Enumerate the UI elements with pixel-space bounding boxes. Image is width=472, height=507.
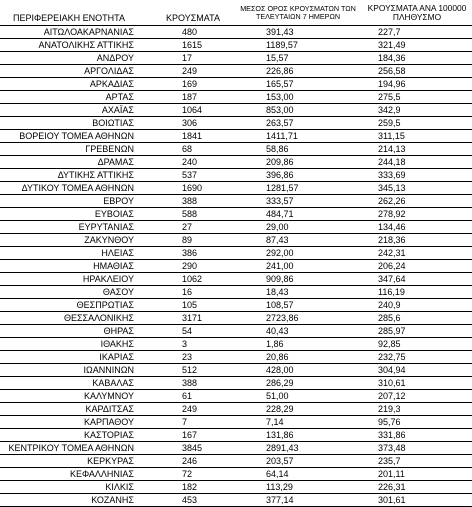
- row-per100k: 206,24: [362, 260, 472, 273]
- table-row: [0, 143, 472, 156]
- row-avg7: 64,14: [234, 468, 362, 481]
- row-per100k: 259,5: [362, 117, 472, 130]
- row-name: ΑΝΔΡΟΥ: [0, 52, 138, 65]
- row-per100k: 235,7: [362, 455, 472, 468]
- row-avg7: 228,29: [234, 403, 362, 416]
- header-row: [0, 0, 472, 26]
- row-per100k: 333,69: [362, 169, 472, 182]
- row-name: ΙΚΑΡΙΑΣ: [0, 351, 138, 364]
- row-per100k: 310,61: [362, 377, 472, 390]
- row-avg7: 377,14: [234, 494, 362, 507]
- row-cases: 249: [138, 403, 234, 416]
- row-name: ΕΥΒΟΙΑΣ: [0, 208, 138, 221]
- row-cases: 72: [138, 468, 234, 481]
- row-avg7: 131,86: [234, 429, 362, 442]
- row-name: ΑΡΓΟΛΙΔΑΣ: [0, 65, 138, 78]
- row-per100k: 184,36: [362, 52, 472, 65]
- row-cases: 3845: [138, 442, 234, 455]
- row-per100k: 92,85: [362, 338, 472, 351]
- row-avg7: 18,43: [234, 286, 362, 299]
- table-row: [0, 416, 472, 429]
- row-per100k: 218,36: [362, 234, 472, 247]
- row-avg7: 153,00: [234, 91, 362, 104]
- row-avg7: 87,43: [234, 234, 362, 247]
- row-per100k: 116,19: [362, 286, 472, 299]
- row-avg7: 20,86: [234, 351, 362, 364]
- row-avg7: 1189,57: [234, 39, 362, 52]
- row-avg7: 40,43: [234, 325, 362, 338]
- row-avg7: 113,29: [234, 481, 362, 494]
- row-cases: 537: [138, 169, 234, 182]
- row-cases: 386: [138, 247, 234, 260]
- row-name: ΑΝΑΤΟΛΙΚΗΣ ΑΤΤΙΚΗΣ: [0, 39, 138, 52]
- row-name: ΖΑΚΥΝΘΟΥ: [0, 234, 138, 247]
- table-row: [0, 351, 472, 364]
- table-row: [0, 312, 472, 325]
- row-per100k: 262,26: [362, 195, 472, 208]
- row-per100k: 278,92: [362, 208, 472, 221]
- row-cases: 588: [138, 208, 234, 221]
- row-cases: 480: [138, 26, 234, 39]
- table-row: [0, 377, 472, 390]
- row-per100k: 201,11: [362, 468, 472, 481]
- table-row: [0, 234, 472, 247]
- row-avg7: 428,00: [234, 364, 362, 377]
- row-per100k: 134,46: [362, 221, 472, 234]
- row-avg7: 241,00: [234, 260, 362, 273]
- row-name: ΚΑΡΠΑΘΟΥ: [0, 416, 138, 429]
- table-row: [0, 182, 472, 195]
- row-per100k: 242,31: [362, 247, 472, 260]
- row-name: ΚΟΖΑΝΗΣ: [0, 494, 138, 507]
- table-row: [0, 481, 472, 494]
- table-row: [0, 208, 472, 221]
- row-cases: 1615: [138, 39, 234, 52]
- row-cases: 249: [138, 65, 234, 78]
- row-cases: 23: [138, 351, 234, 364]
- row-name: ΚΑΣΤΟΡΙΑΣ: [0, 429, 138, 442]
- row-per100k: 207,12: [362, 390, 472, 403]
- row-name: ΚΑΒΑΛΑΣ: [0, 377, 138, 390]
- row-per100k: 345,13: [362, 182, 472, 195]
- row-per100k: 347,64: [362, 273, 472, 286]
- row-cases: 182: [138, 481, 234, 494]
- table-row: [0, 364, 472, 377]
- row-avg7: 1281,57: [234, 182, 362, 195]
- row-per100k: 285,97: [362, 325, 472, 338]
- table-body: [0, 26, 472, 507]
- row-name: ΑΡΚΑΔΙΑΣ: [0, 78, 138, 91]
- table-row: [0, 494, 472, 507]
- row-per100k: 285,6: [362, 312, 472, 325]
- row-name: ΘΗΡΑΣ: [0, 325, 138, 338]
- row-avg7: 209,86: [234, 156, 362, 169]
- table-row: [0, 169, 472, 182]
- row-name: ΑΧΑΪΑΣ: [0, 104, 138, 117]
- row-name: ΙΘΑΚΗΣ: [0, 338, 138, 351]
- row-name: ΘΕΣΣΑΛΟΝΙΚΗΣ: [0, 312, 138, 325]
- table-row: [0, 455, 472, 468]
- row-per100k: 331,86: [362, 429, 472, 442]
- table-row: [0, 156, 472, 169]
- table-row: [0, 195, 472, 208]
- row-name: ΗΡΑΚΛΕΙΟΥ: [0, 273, 138, 286]
- row-avg7: 15,57: [234, 52, 362, 65]
- row-cases: 17: [138, 52, 234, 65]
- row-name: ΙΩΑΝΝΙΝΩΝ: [0, 364, 138, 377]
- row-avg7: 226,86: [234, 65, 362, 78]
- row-avg7: 292,00: [234, 247, 362, 260]
- row-cases: 105: [138, 299, 234, 312]
- row-cases: 54: [138, 325, 234, 338]
- table-row: [0, 117, 472, 130]
- table-row: [0, 286, 472, 299]
- table-row: [0, 429, 472, 442]
- row-per100k: 214,13: [362, 143, 472, 156]
- row-name: ΔΥΤΙΚΟΥ ΤΟΜΕΑ ΑΘΗΝΩΝ: [0, 182, 138, 195]
- table-row: [0, 390, 472, 403]
- row-cases: 388: [138, 195, 234, 208]
- table-row: [0, 39, 472, 52]
- row-cases: 89: [138, 234, 234, 247]
- row-avg7: 484,71: [234, 208, 362, 221]
- row-cases: 187: [138, 91, 234, 104]
- table-row: [0, 338, 472, 351]
- row-cases: 453: [138, 494, 234, 507]
- row-avg7: 333,57: [234, 195, 362, 208]
- row-per100k: 275,5: [362, 91, 472, 104]
- row-name: ΚΕΦΑΛΛΗΝΙΑΣ: [0, 468, 138, 481]
- row-name: ΔΡΑΜΑΣ: [0, 156, 138, 169]
- row-per100k: 301,61: [362, 494, 472, 507]
- row-avg7: 1411,71: [234, 130, 362, 143]
- row-cases: 7: [138, 416, 234, 429]
- row-cases: 27: [138, 221, 234, 234]
- row-name: ΔΥΤΙΚΗΣ ΑΤΤΙΚΗΣ: [0, 169, 138, 182]
- row-name: ΒΟΙΩΤΙΑΣ: [0, 117, 138, 130]
- table-row: [0, 221, 472, 234]
- table-row: [0, 325, 472, 338]
- row-avg7: 29,00: [234, 221, 362, 234]
- row-cases: 3171: [138, 312, 234, 325]
- row-avg7: 203,57: [234, 455, 362, 468]
- row-avg7: 263,57: [234, 117, 362, 130]
- row-name: ΑΙΤΩΛΟΑΚΑΡΝΑΝΙΑΣ: [0, 26, 138, 39]
- row-per100k: 256,58: [362, 65, 472, 78]
- row-cases: 388: [138, 377, 234, 390]
- row-per100k: 244,18: [362, 156, 472, 169]
- row-avg7: 391,43: [234, 26, 362, 39]
- row-per100k: 227,7: [362, 26, 472, 39]
- row-name: ΚΕΝΤΡΙΚΟΥ ΤΟΜΕΑ ΑΘΗΝΩΝ: [0, 442, 138, 455]
- row-cases: 1841: [138, 130, 234, 143]
- row-name: ΒΟΡΕΙΟΥ ΤΟΜΕΑ ΑΘΗΝΩΝ: [0, 130, 138, 143]
- row-avg7: 2891,43: [234, 442, 362, 455]
- table-row: [0, 78, 472, 91]
- row-name: ΓΡΕΒΕΝΩΝ: [0, 143, 138, 156]
- row-per100k: 219,3: [362, 403, 472, 416]
- row-avg7: 108,57: [234, 299, 362, 312]
- row-cases: 1062: [138, 273, 234, 286]
- row-per100k: 240,9: [362, 299, 472, 312]
- row-name: ΗΜΑΘΙΑΣ: [0, 260, 138, 273]
- header-cases: ΚΡΟΥΣΜΑΤΑ: [138, 0, 234, 26]
- row-per100k: 311,15: [362, 130, 472, 143]
- table-row: [0, 273, 472, 286]
- row-avg7: 2723,86: [234, 312, 362, 325]
- row-name: ΘΕΣΠΡΩΤΙΑΣ: [0, 299, 138, 312]
- table-row: [0, 104, 472, 117]
- row-name: ΚΑΡΔΙΤΣΑΣ: [0, 403, 138, 416]
- row-cases: 1064: [138, 104, 234, 117]
- row-cases: 16: [138, 286, 234, 299]
- table-row: [0, 468, 472, 481]
- table-row: [0, 91, 472, 104]
- row-per100k: 304,94: [362, 364, 472, 377]
- row-cases: 512: [138, 364, 234, 377]
- row-name: ΚΕΡΚΥΡΑΣ: [0, 455, 138, 468]
- row-per100k: 373,48: [362, 442, 472, 455]
- row-avg7: 909,86: [234, 273, 362, 286]
- row-avg7: 853,00: [234, 104, 362, 117]
- table-row: [0, 260, 472, 273]
- row-avg7: 51,00: [234, 390, 362, 403]
- table-row: [0, 65, 472, 78]
- header-avg7: ΜΕΣΟΣ ΟΡΟΣ ΚΡΟΥΣΜΑΤΩΝ ΤΩΝ ΤΕΛΕΥΤΑΙΩΝ 7 ΗΜΕΡΩΝ: [234, 0, 362, 26]
- row-name: ΑΡΤΑΣ: [0, 91, 138, 104]
- row-per100k: 342,9: [362, 104, 472, 117]
- row-avg7: 58,86: [234, 143, 362, 156]
- row-cases: 61: [138, 390, 234, 403]
- table-row: [0, 26, 472, 39]
- table-row: [0, 442, 472, 455]
- row-cases: 167: [138, 429, 234, 442]
- row-cases: 68: [138, 143, 234, 156]
- row-cases: 246: [138, 455, 234, 468]
- table-row: [0, 52, 472, 65]
- row-cases: 169: [138, 78, 234, 91]
- row-cases: 3: [138, 338, 234, 351]
- row-per100k: 232,75: [362, 351, 472, 364]
- row-per100k: 95,76: [362, 416, 472, 429]
- row-name: ΚΑΛΥΜΝΟΥ: [0, 390, 138, 403]
- row-avg7: 165,57: [234, 78, 362, 91]
- row-per100k: 321,49: [362, 39, 472, 52]
- row-avg7: 1,86: [234, 338, 362, 351]
- row-name: ΗΛΕΙΑΣ: [0, 247, 138, 260]
- table-row: [0, 299, 472, 312]
- row-cases: 240: [138, 156, 234, 169]
- row-name: ΘΑΣΟΥ: [0, 286, 138, 299]
- row-per100k: 194,96: [362, 78, 472, 91]
- row-cases: 290: [138, 260, 234, 273]
- row-name: ΕΥΡΥΤΑΝΙΑΣ: [0, 221, 138, 234]
- row-avg7: 396,86: [234, 169, 362, 182]
- row-avg7: 286,29: [234, 377, 362, 390]
- table-row: [0, 403, 472, 416]
- header-per100k: ΚΡΟΥΣΜΑΤΑ ΑΝΑ 100000 ΠΛΗΘΥΣΜΟ: [362, 0, 472, 26]
- header-unit: ΠΕΡΙΦΕΡΕΙΑΚΗ ΕΝΟΤΗΤΑ: [0, 0, 138, 26]
- row-cases: 306: [138, 117, 234, 130]
- row-name: ΕΒΡΟΥ: [0, 195, 138, 208]
- row-avg7: 7,14: [234, 416, 362, 429]
- row-name: ΚΙΛΚΙΣ: [0, 481, 138, 494]
- table-row: [0, 247, 472, 260]
- row-cases: 1690: [138, 182, 234, 195]
- table-header: [0, 0, 472, 26]
- table-row: [0, 130, 472, 143]
- row-per100k: 226,31: [362, 481, 472, 494]
